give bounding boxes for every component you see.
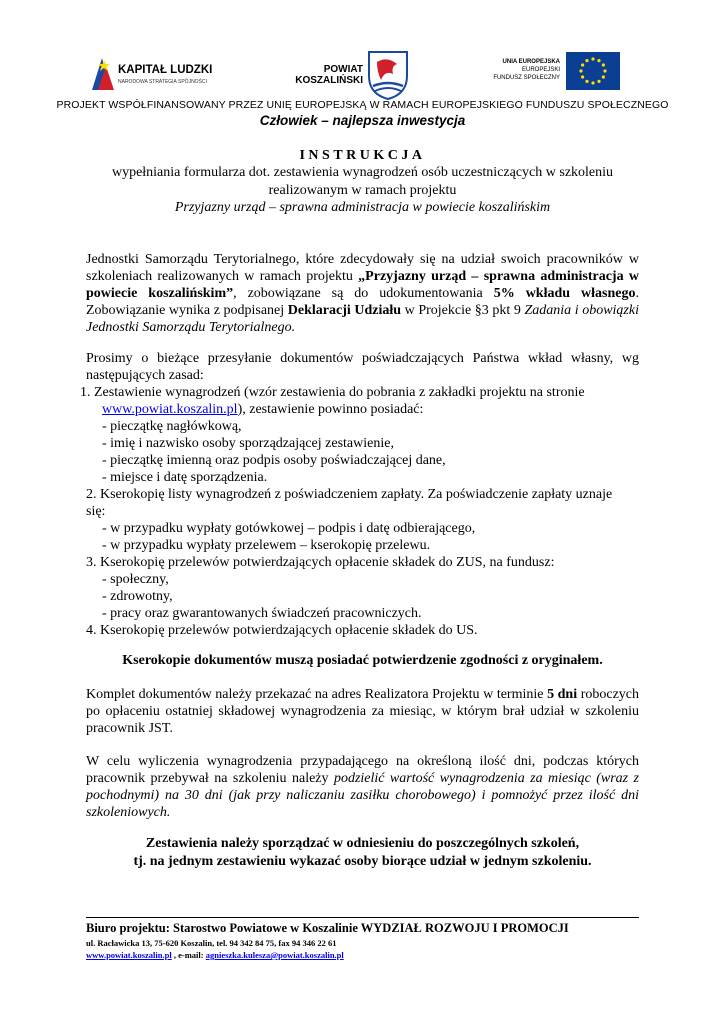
calculation-formula: podzielić wartość wynagrodzenia za miesiąc (wraz z pochodnymi) na 30 dni (jak przy naliczaniu zasiłku chorobowego) i pomnożyć przez ilość dni szkoleniowych. — [86, 771, 640, 820]
list-item-2: 2. Kserokopię listy wynagrodzeń z poświadczeniem zapłaty. Za poświadczenie zapłaty uznaje — [86, 487, 613, 502]
efs-label-2: FUNDUSZ SPOŁECZNY — [493, 75, 560, 81]
eu-star-icon — [585, 59, 588, 62]
list-item-1-cont — [86, 401, 639, 418]
footer-address: ul. Racławicka 13, 75-620 Koszalin, tel. 94 342 84 75, fax 94 346 22 61 — [86, 938, 337, 948]
intro-duties: Zadania i obowiązki Jednostki Samorządu Terytorialnego. — [86, 303, 639, 335]
website-link[interactable]: www.powiat.koszalin.pl — [102, 402, 238, 417]
kapital-ludzki-title: KAPITAŁ LUDZKI — [118, 64, 213, 76]
unia-europejska-logo — [478, 52, 620, 92]
eu-star-icon — [591, 57, 594, 60]
intro-text-1: Jednostki Samorządu Terytorialnego, które zdecydowały się na udział swoich pracowników w szkoleniach realizowanych w ramach projektu — [86, 252, 639, 284]
project-name: Przyjazny urząd – sprawna administracja w powiecie koszalińskim — [174, 200, 551, 215]
intro-text-3: . Zobowiązanie wynika z podpisanej — [86, 286, 639, 318]
slogan: Człowiek – najlepsza inwestycja — [259, 113, 466, 128]
intro-own-contribution: 5% wkładu własnego — [493, 286, 636, 301]
document-subtitle — [70, 164, 655, 200]
list-sub-item: - pieczątkę imienną oraz podpis osoby poświadczającej dane, — [102, 453, 446, 468]
document-title: INSTRUKCJA — [299, 148, 426, 163]
intro-text-4: w Projekcie §3 pkt 9 — [401, 303, 525, 318]
list-sub-item: - miejsce i datę sporządzenia. — [102, 470, 268, 485]
footer-divider — [86, 917, 639, 918]
final-line-2: tj. na jednym zestawieniu wykazać osoby biorące udział w jednym szkoleniu. — [133, 854, 592, 869]
list-sub-item: - pracy oraz gwarantowanych świadczeń pracowniczych. — [102, 606, 422, 621]
document-requirements-list — [80, 384, 639, 639]
list-sub-item: - pieczątkę nagłówkową, — [102, 419, 242, 434]
footer-email-link[interactable]: agnieszka.kulesza@powiat.koszalin.pl — [205, 950, 344, 960]
eu-star-icon — [597, 80, 600, 83]
kapital-ludzki-subtitle: NARODOWA STRATEGIA SPÓJNOŚCI — [118, 79, 207, 85]
certification-notice: Kserokopie dokumentów muszą posiadać potwierdzenie zgodności z oryginałem. — [122, 653, 603, 668]
list-item-4: 4. Kserokopię przelewów potwierdzających opłacenie składek do US. — [86, 623, 478, 638]
list-item-1-tail: ), zestawienie powinno posiadać: — [237, 402, 424, 417]
deadline-text-2: roboczych po opłaceniu ostatniej składowej wynagrodzenia za miesiąc, w którym brał udział w szkoleniu pracownik JST. — [86, 687, 639, 736]
kapital-ludzki-logo — [88, 52, 228, 92]
eu-flag-icon — [566, 52, 620, 90]
paragraph-calculation — [86, 753, 639, 821]
coat-of-arms-icon — [367, 50, 409, 100]
list-item-3: 3. Kserokopię przelewów potwierdzających opłacenie składek do ZUS, na fundusz: — [86, 555, 555, 570]
koszalinski-label: KOSZALIŃSKI — [295, 75, 363, 86]
paragraph-intro — [86, 251, 639, 336]
list-item-1: 1. Zestawienie wynagrodzeń (wzór zestawienia do pobrania z zakładki projektu na stronie — [80, 385, 585, 400]
intro-declaration: Deklaracji Udziału — [287, 303, 402, 318]
eu-star-icon — [581, 63, 584, 66]
cofinancing-statement: PROJEKT WSPÓŁFINANSOWANY PRZEZ UNIĘ EUROPEJSKĄ W RAMACH EUROPEJSKIEGO FUNDUSZU SPOŁECZNEGO — [56, 99, 669, 111]
list-sub-item: - imię i nazwisko osoby sporządzającej zestawienie, — [102, 436, 394, 451]
footer-email-label: , e-mail: — [171, 950, 206, 960]
eu-star-icon — [585, 80, 588, 83]
list-item-2-cont: się: — [86, 504, 106, 519]
footer-office: Biuro projektu: Starostwo Powiatowe w Koszalinie WYDZIAŁ ROZWOJU I PROMOCJI — [86, 921, 569, 935]
subtitle-line-2: realizowanym w ramach projektu — [268, 183, 457, 198]
powiat-label: POWIAT — [323, 64, 363, 75]
footer-website-link[interactable]: www.powiat.koszalin.pl — [86, 950, 172, 960]
list-sub-item: - społeczny, — [102, 572, 169, 587]
eu-star-icon — [597, 59, 600, 62]
powiat-koszalinski-logo — [283, 50, 411, 100]
deadline-days: 5 dni — [547, 687, 578, 702]
subtitle-line-1: wypełniania formularza dot. zestawienia wynagrodzeń osób uczestniczących w szkoleniu — [111, 165, 614, 180]
paragraph-request: Prosimy o bieżące przesyłanie dokumentów poświadczających Państwa wkład własny, wg następujących zasad: — [86, 351, 639, 383]
eu-star-icon — [591, 81, 594, 84]
list-sub-item: - w przypadku wypłaty przelewem – kserokopię przelewu. — [102, 538, 431, 553]
eu-star-icon — [603, 69, 606, 72]
ue-label: UNIA EUROPEJSKA — [502, 59, 560, 65]
paragraph-deadline — [86, 686, 639, 737]
final-instruction — [86, 835, 639, 871]
eu-star-icon — [581, 75, 584, 78]
eu-star-icon — [602, 63, 605, 66]
final-line-1: Zestawienia należy sporządzać w odniesieniu do poszczególnych szkoleń, — [145, 836, 580, 851]
intro-project-name: „Przyjazny urząd – sprawna administracja w powiecie koszalińskim” — [86, 269, 639, 301]
list-sub-item: - w przypadku wypłaty gotówkowej – podpis i datę odbierającego, — [102, 521, 476, 536]
eu-star-icon — [602, 75, 605, 78]
deadline-text-1: Komplet dokumentów należy przekazać na adres Realizatora Projektu w terminie — [86, 687, 548, 702]
efs-label-1: EUROPEJSKI — [521, 67, 560, 73]
calculation-text: W celu wyliczenia wynagrodzenia przypadającego na określoną ilość dni, podczas których pracownik przebywał na szkoleniu należy — [86, 754, 639, 786]
eu-star-icon — [579, 69, 582, 72]
footer-contact — [86, 950, 344, 960]
list-sub-item: - zdrowotny, — [102, 589, 173, 604]
intro-text-2: , zobowiązane są do udokumentowania — [233, 286, 494, 301]
